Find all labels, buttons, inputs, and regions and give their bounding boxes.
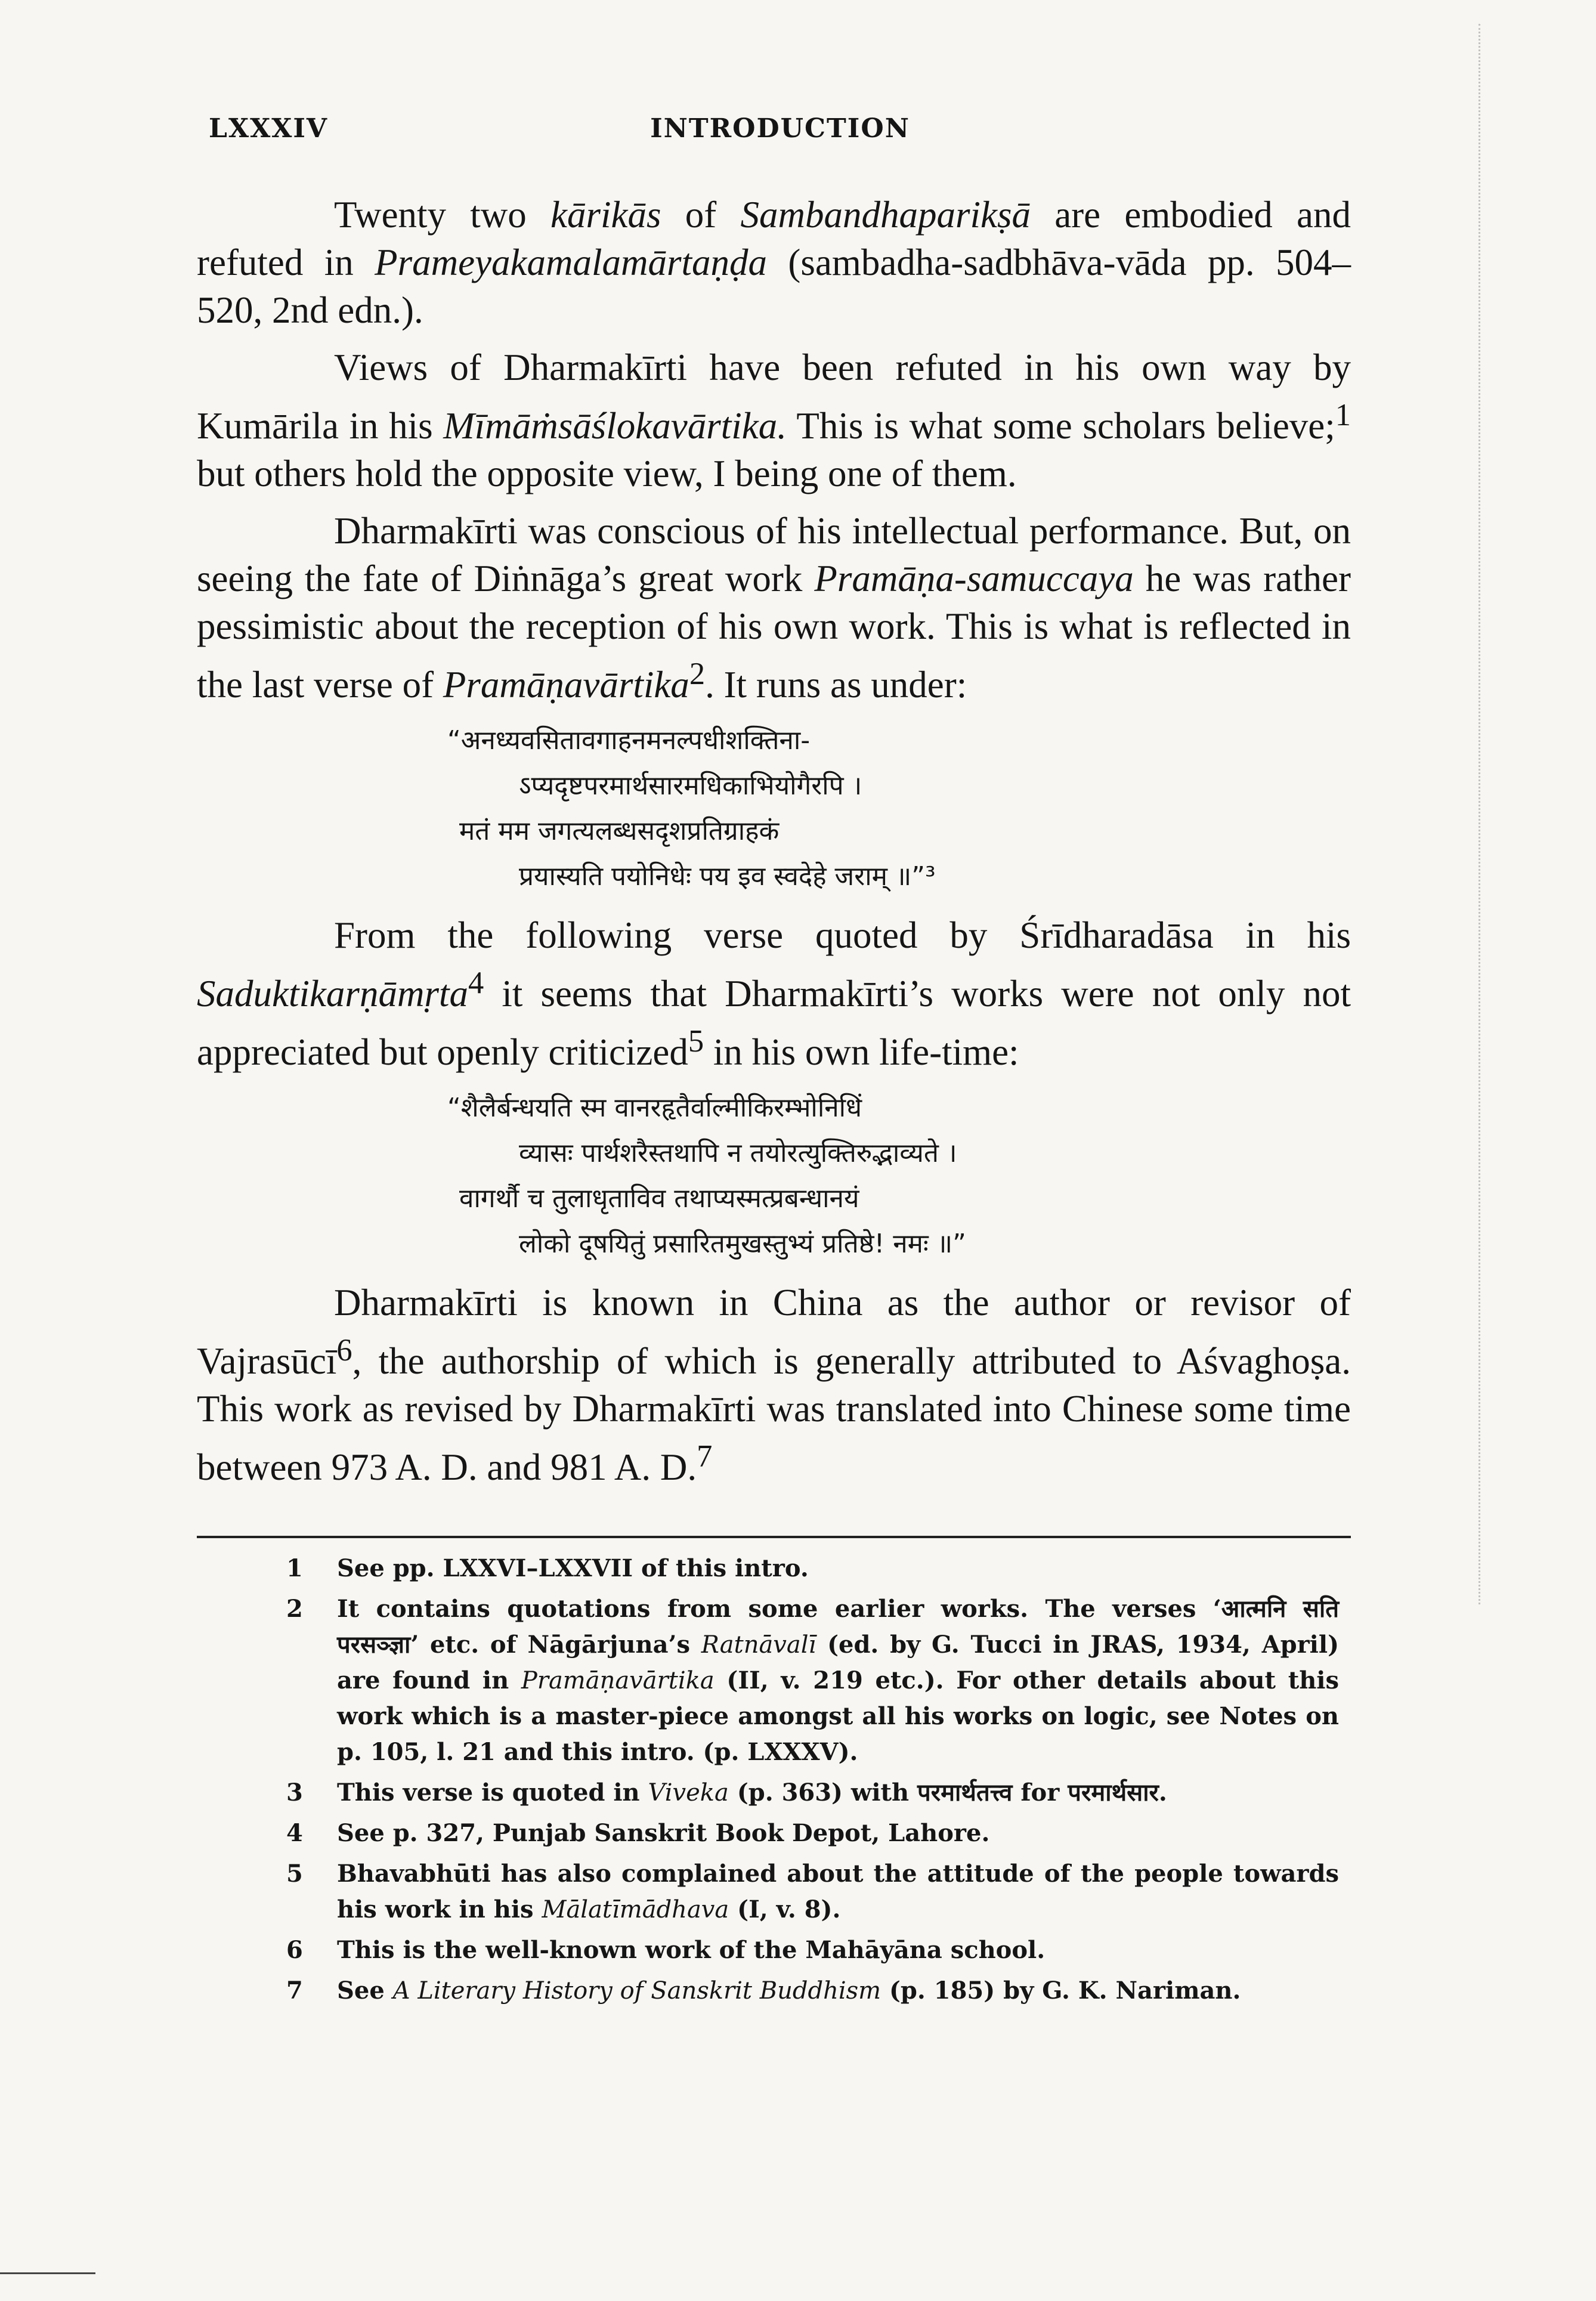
verse-line: “अनध्यवसितावगाहनमनल्पधीशक्तिना- [447, 725, 811, 756]
paragraph-2: Views of Dharmakīrti have been refuted in his own way by Kumārila in his Mīmāṁsāślokavārtika. This is what some scholars believe;$^1$ but others hold the opposite view, I being one of them. [197, 347, 1351, 494]
footnote-ref: 2 [689, 657, 706, 691]
footnote-4: 4 See p. 327, Punjab Sanskrit Book Depot, Lahore. [286, 1819, 990, 1847]
footnote-divider [197, 1536, 1351, 1538]
scan-edge [1479, 24, 1495, 1604]
footnote-6: 6 This is the well-known work of the Mahāyāna school. [286, 1936, 1046, 1964]
footnotes [286, 1551, 1339, 2014]
footnote-ref: 7 [697, 1439, 713, 1474]
page-header [209, 113, 1351, 155]
verse-line: “शैलैर्बन्धयति स्म वानरहृतैर्वाल्मीकिरम्भोनिधिं [447, 1093, 862, 1123]
footnote-2: 2 It contains quotations from some earlier works. The verses ‘आत्मनि सति परसञ्ज्ञा’ etc. of Nāgārjuna’s Ratnāvalī (ed. by G. Tucci in JRAS, 1934, April) are found in Pramāṇavārtika (II, v. 219 etc.). For other details about this work which is a master-piece amongst all his works on logic, see Notes on p. 105, l. 21 and this intro. (p. LXXXV). [286, 1595, 1340, 1766]
paragraph-5: Dharmakīrti is known in China as the author or revisor of Vajrasūcī$^6$, the authorship of which is generally attributed to Aśvaghoṣa. This work as revised by Dharmakīrti was translated into Chinese some time between 973 A. D. and 981 A. D.$^7$ [197, 1282, 1351, 1488]
footnote-ref: 6 [336, 1333, 352, 1368]
paragraph-4: From the following verse quoted by Śrīdharadāsa in his Saduktikarṇāmṛta$^4$ it seems that Dharmakīrti’s works were not only not appreciated but openly criticized$^5$ in his own life-time: [197, 914, 1351, 1073]
footnote-ref: 4 [468, 966, 484, 1000]
footnote-ref: 5 [688, 1024, 704, 1059]
running-title: INTRODUCTION [650, 113, 910, 144]
paragraph-1: Twenty two kārikās of Sambandhaparikṣā are embodied and refuted in Prameyakamalamārtaṇḍa (sambadha-sadbhāva-vāda pp. 504–520, 2nd edn.). [197, 194, 1351, 331]
main-text [197, 191, 1351, 1501]
footnote-3: 3 This verse is quoted in Viveka (p. 363) with परमार्थतत्त्व for परमार्थसार. [286, 1779, 1167, 1807]
sanskrit-verse-2 [197, 1085, 1351, 1267]
verse-line: ऽप्यदृष्टपरमार्थसारमधिकाभियोगैरपि । [519, 771, 862, 801]
footnote-5: 5 Bhavabhūti has also complained about the attitude of the people towards his work in his Mālatīmādhava (I, v. 8). [286, 1860, 1339, 1923]
footnote-ref: 1 [1335, 398, 1351, 432]
footnote-7: 7 See A Literary History of Sanskrit Buddhism (p. 185) by G. K. Nariman. [286, 1977, 1241, 2005]
scan-artifact-line [0, 2272, 95, 2274]
verse-line: व्यासः पार्थशरैस्तथापि न तयोरत्युक्तिरुद्भाव्यते । [519, 1138, 957, 1168]
verse-line: मतं मम जगत्यलब्धसदृशप्रतिग्राहकं [459, 816, 780, 846]
verse-line: लोको दूषयितुं प्रसारितमुखस्तुभ्यं प्रतिष्ठे! नमः ॥” [519, 1229, 966, 1259]
sanskrit-verse-1 [197, 718, 1351, 899]
page-number: LXXXIV [209, 113, 329, 144]
verse-line: वागर्थौ च तुलाधृताविव तथाप्यस्मत्प्रबन्धानयं [459, 1183, 859, 1214]
paragraph-3: Dharmakīrti was conscious of his intellectual performance. But, on seeing the fate of Diṅnāga’s great work Pramāṇa-samuccaya he was rather pessimistic about the reception of his own work. This is what is reflected in the last verse of Pramāṇavārtika$^2$. It runs as under: [197, 510, 1351, 706]
footnote-1: 1 See pp. LXXVI–LXXVII of this intro. [286, 1554, 809, 1582]
verse-line: प्रयास्यति पयोनिधेः पय इव स्वदेहे जराम् ॥”³ [519, 861, 936, 892]
